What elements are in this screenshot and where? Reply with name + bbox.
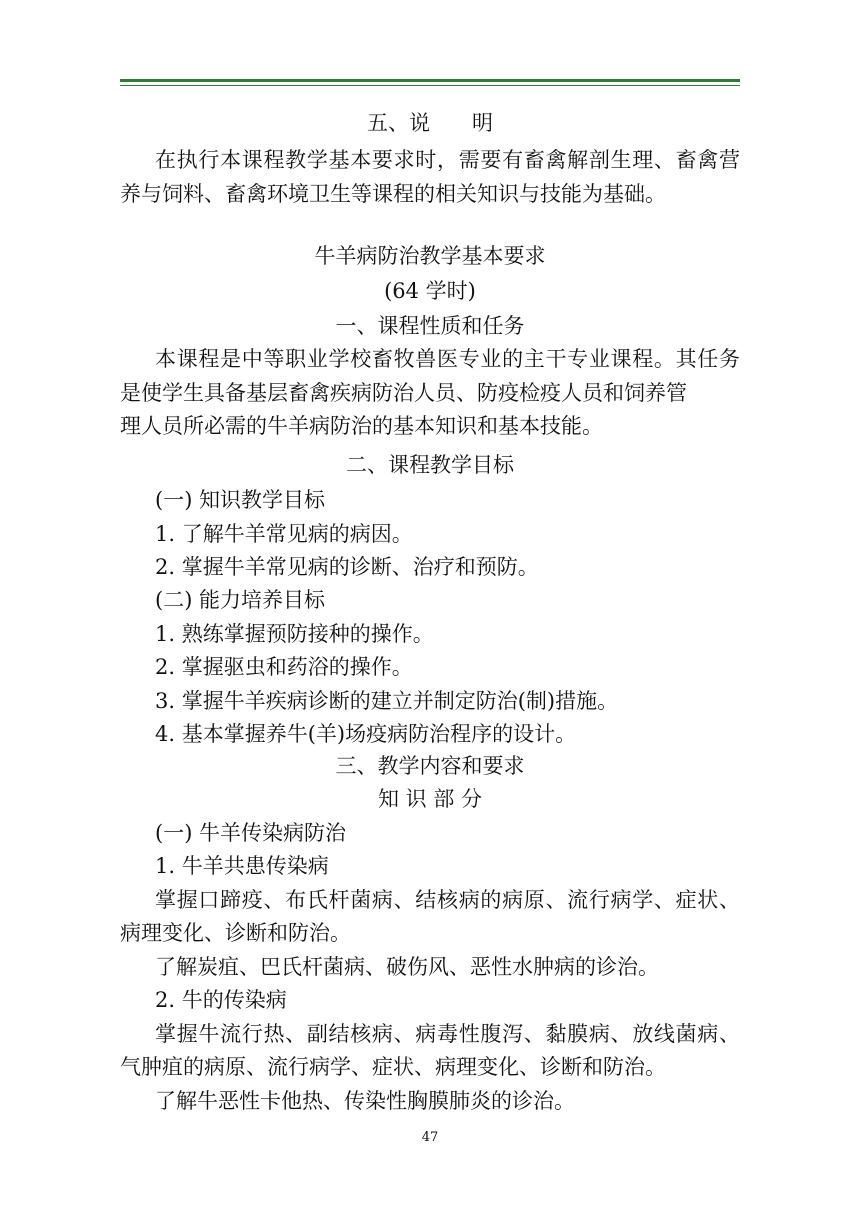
cattle-diseases-line-3: 了解牛恶性卡他热、传染性胸膜肺炎的诊治。: [155, 1089, 575, 1113]
part1-line-1: 本课程是中等职业学校畜牧兽医专业的主干专业课程。其任务: [155, 347, 740, 371]
cattle-diseases-line-1: 掌握牛流行热、副结核病、病毒性腹泻、黏膜病、放线菌病、: [155, 1022, 740, 1046]
shared-diseases-title: 1. 牛羊共患传染病: [155, 854, 329, 878]
part2-heading: 二、课程教学目标: [346, 453, 514, 477]
infectious-disease-section-title: (一) 牛羊传染病防治: [155, 821, 347, 845]
part1-line-3: 理人员所必需的牛羊病防治的基本知识和基本技能。: [120, 414, 603, 438]
knowledge-objectives-title: (一) 知识教学目标: [155, 488, 326, 512]
cattle-diseases-title: 2. 牛的传染病: [155, 988, 287, 1012]
course-hours: (64 学时): [384, 279, 476, 303]
shared-diseases-line-1: 掌握口蹄疫、布氏杆菌病、结核病的病原、流行病学、症状、: [155, 888, 740, 912]
ability-item-1: 1. 熟练掌握预防接种的操作。: [155, 622, 434, 646]
ability-item-4: 4. 基本掌握养牛(羊)场疫病防治程序的设计。: [155, 722, 577, 746]
page-number: 47: [421, 1130, 439, 1145]
header-rule-thin: [120, 85, 740, 86]
part1-line-2: 是使学生具备基层畜禽疾病防治人员、防疫检疫人员和饲养管: [120, 381, 687, 405]
ability-item-3: 3. 掌握牛羊疾病诊断的建立并制定防治(制)措施。: [155, 689, 619, 713]
part1-heading: 一、课程性质和任务: [335, 314, 525, 338]
explanation-paragraph-line-1: 在执行本课程教学基本要求时，需要有畜禽解剖生理、畜禽营: [155, 148, 740, 172]
knowledge-part-subheading: 知 识 部 分: [377, 787, 483, 811]
explanation-paragraph-line-2: 养与饲料、畜禽环境卫生等课程的相关知识与技能为基础。: [120, 182, 666, 206]
section-title-explanation: 五、说 明: [367, 111, 493, 135]
ability-item-2: 2. 掌握驱虫和药浴的操作。: [155, 655, 413, 679]
knowledge-item-2: 2. 掌握牛羊常见病的诊断、治疗和预防。: [155, 555, 539, 579]
part3-heading: 三、教学内容和要求: [335, 754, 525, 778]
shared-diseases-line-3: 了解炭疽、巴氏杆菌病、破伤风、恶性水肿病的诊治。: [155, 955, 659, 979]
course-title: 牛羊病防治教学基本要求: [314, 244, 546, 268]
knowledge-item-1: 1. 了解牛羊常见病的病因。: [155, 522, 413, 546]
header-rule-thick: [120, 79, 740, 82]
cattle-diseases-line-2: 气肿疽的病原、流行病学、症状、病理变化、诊断和防治。: [120, 1055, 666, 1079]
shared-diseases-line-2: 病理变化、诊断和防治。: [120, 921, 351, 945]
ability-objectives-title: (二) 能力培养目标: [155, 588, 326, 612]
